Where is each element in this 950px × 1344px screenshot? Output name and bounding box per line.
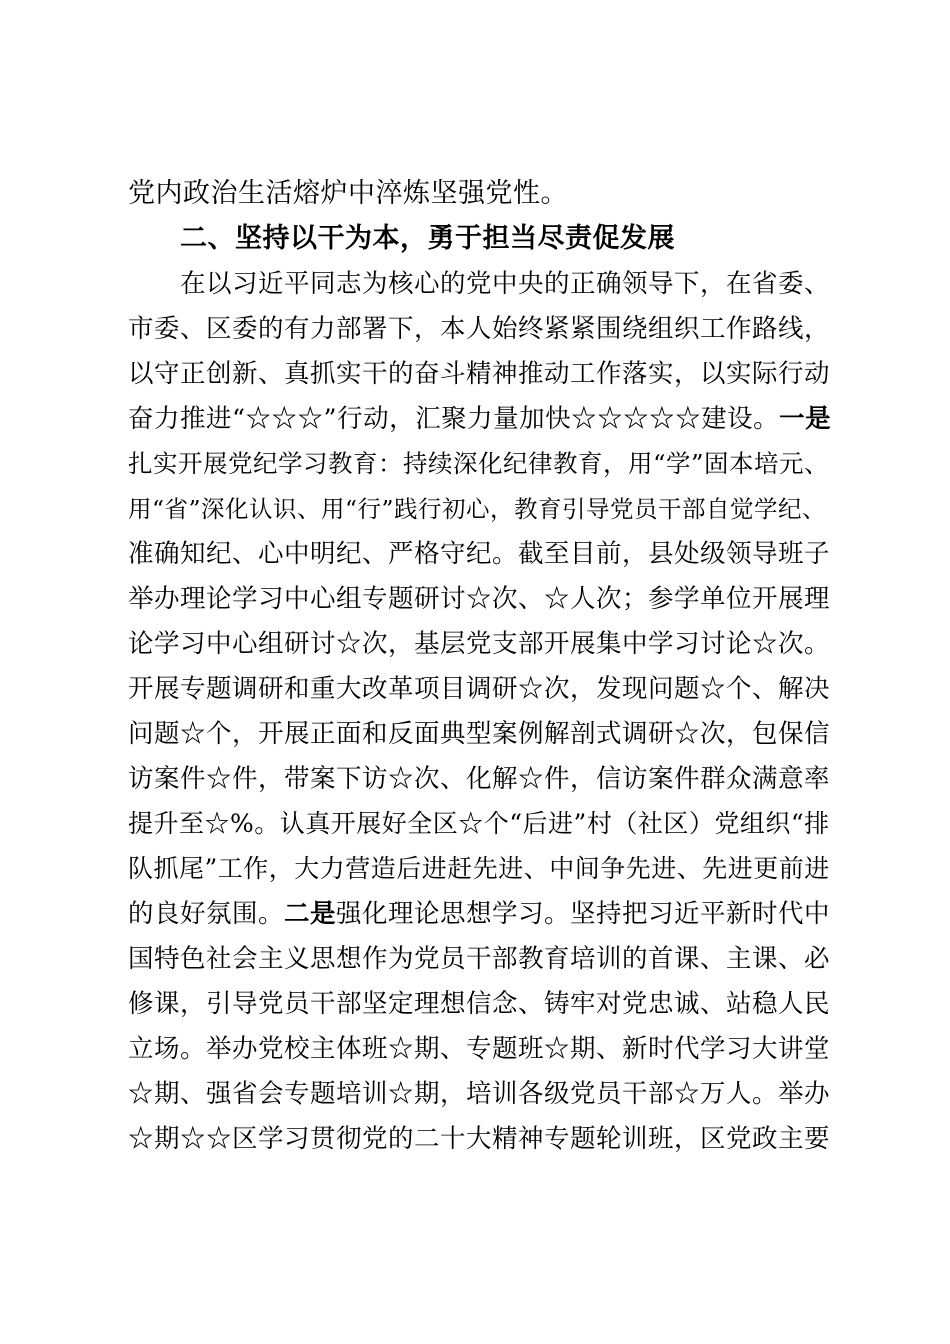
text-line-19: 修课，引导党员干部坚定理想信念、铸牢对党忠诚、站稳人民 xyxy=(128,989,831,1019)
section-heading: 二、坚持以干为本，勇于担当尽责促发展 xyxy=(180,223,675,254)
text-line-5: 以守正创新、真抓实干的奋斗精神推动工作落实，以实际行动 xyxy=(128,359,831,389)
text-line-4: 市委、区委的有力部署下，本人始终紧紧围绕组织工作路线， xyxy=(128,314,831,344)
text-line-8: 用“省”深化认识、用“行”践行初心，教育引导党员干部自觉学纪、 xyxy=(128,495,827,523)
text-line-1: 党内政治生活熔炉中淬炼坚强党性。 xyxy=(128,178,568,209)
text-line-10: 举办理论学习中心组专题研讨☆次、☆人次；参学单位开展理 xyxy=(128,584,831,614)
text-line-9: 准确知纪、心中明纪、严格守纪。截至目前，县处级领导班子 xyxy=(128,539,831,569)
text-line-17: 的良好氛围。二是强化理论思想学习。坚持把习近平新时代中 xyxy=(128,899,831,929)
text-line-12: 开展专题调研和重大改革项目调研☆次，发现问题☆个、解决 xyxy=(128,674,831,704)
text-line-18: 国特色社会主义思想作为党员干部教育培训的首课、主课、必 xyxy=(128,944,831,974)
text-line-20: 立场。举办党校主体班☆期、专题班☆期、新时代学习大讲堂 xyxy=(128,1034,831,1064)
text-line-15: 提升至☆%。认真开展好全区☆个“后进”村（社区）党组织“排 xyxy=(128,809,830,838)
item-marker-two: 二是 xyxy=(284,899,337,929)
text-line-3: 在以习近平同志为核心的党中央的正确领导下，在省委、 xyxy=(180,269,831,299)
item-marker-one: 一是 xyxy=(779,404,832,434)
text-line-7: 扎实开展党纪学习教育：持续深化纪律教育，用“学”固本培元、 xyxy=(128,449,830,478)
text-line-16: 队抓尾”工作，大力营造后进赶先进、中间争先进、先进更前进 xyxy=(128,854,830,883)
text-line-22: ☆期☆☆区学习贯彻党的二十大精神专题轮训班，区党政主要 xyxy=(128,1124,831,1154)
text-line-14: 访案件☆件，带案下访☆次、化解☆件，信访案件群众满意率 xyxy=(128,764,831,794)
text-line-6: 奋力推进“☆☆☆”行动，汇聚力量加快☆☆☆☆☆建设。一是 xyxy=(128,404,832,434)
text-line-21: ☆期、强省会专题培训☆期，培训各级党员干部☆万人。举办 xyxy=(128,1079,831,1109)
text-line-13: 问题☆个，开展正面和反面典型案例解剖式调研☆次，包保信 xyxy=(128,719,831,749)
text-line-11: 论学习中心组研讨☆次，基层党支部开展集中学习讨论☆次。 xyxy=(128,629,831,659)
